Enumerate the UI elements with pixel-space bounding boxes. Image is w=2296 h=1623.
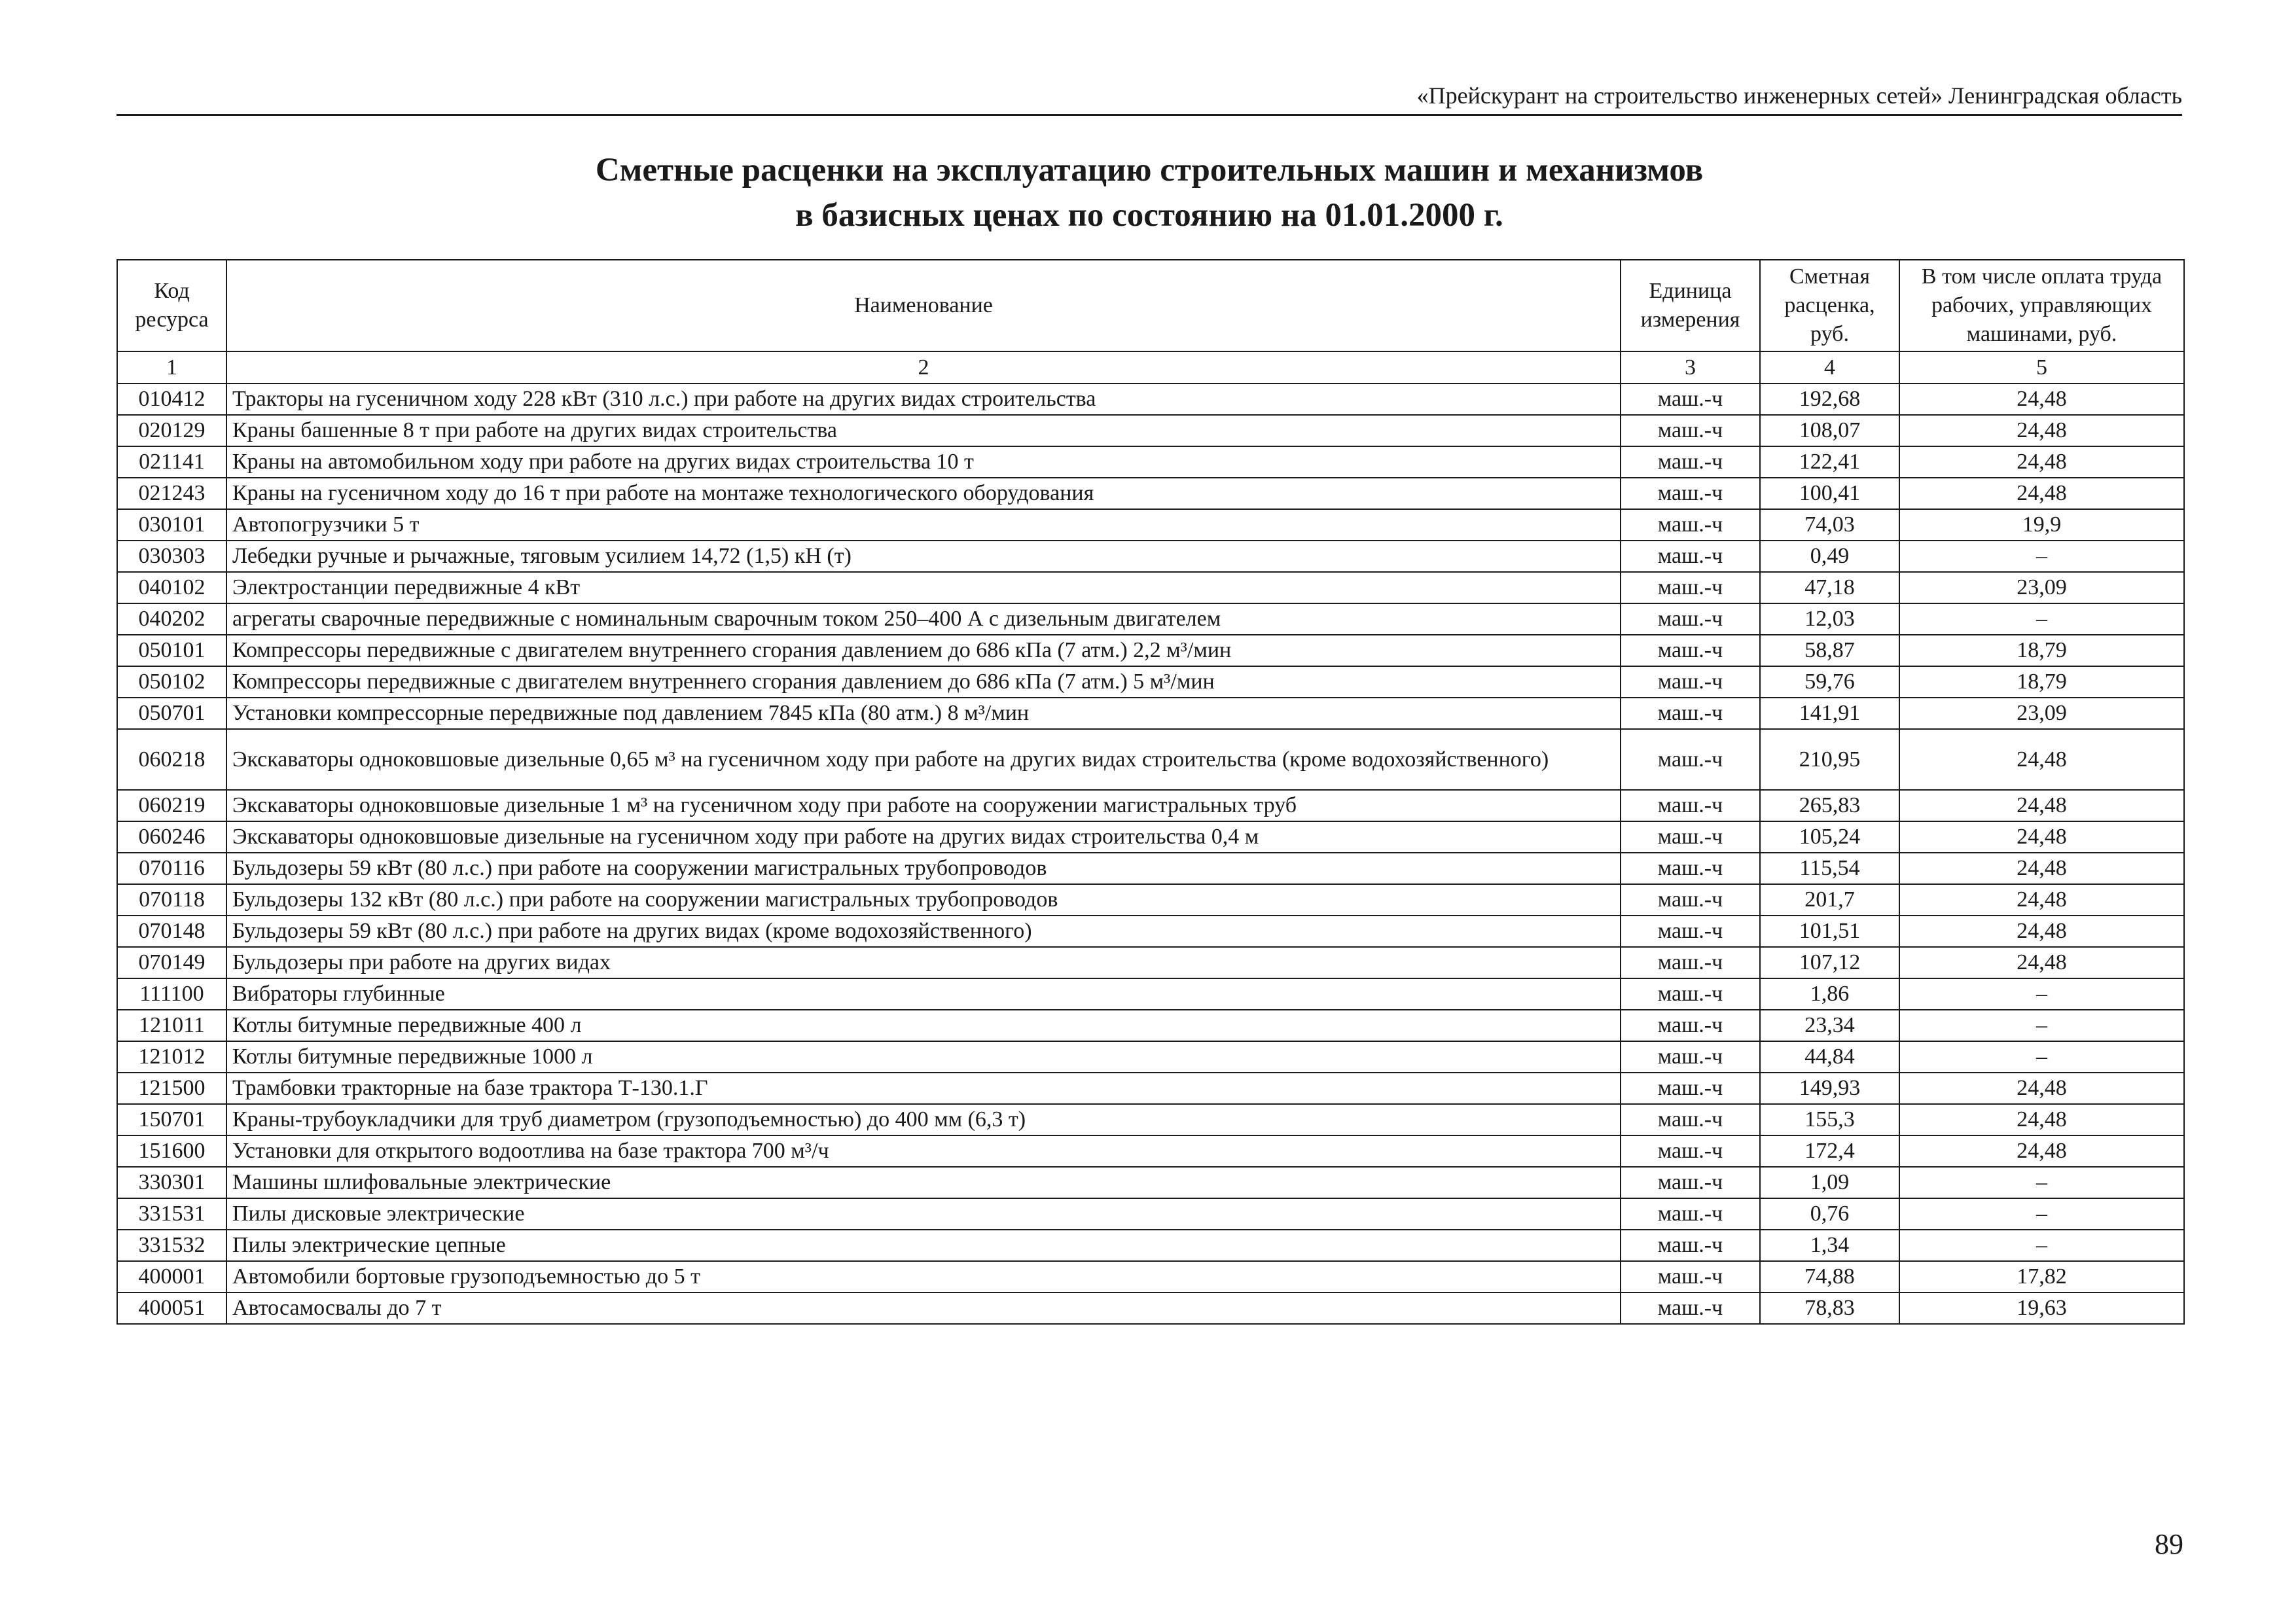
table-row	[117, 1198, 2184, 1230]
cell-rate: 149,93	[1760, 1073, 1899, 1104]
header-rule	[117, 114, 2182, 116]
cell-labor: 24,48	[1899, 947, 2184, 978]
cell-unit: маш.-ч	[1621, 884, 1760, 916]
table-row	[117, 415, 2184, 446]
cell-rate: 192,68	[1760, 383, 1899, 415]
cell-code: 150701	[117, 1104, 226, 1135]
cell-rate: 107,12	[1760, 947, 1899, 978]
table-row	[117, 790, 2184, 821]
table-row	[117, 1135, 2184, 1167]
cell-code: 330301	[117, 1167, 226, 1198]
title-line-1: Сметные расценки на эксплуатацию строительных машин и механизмов	[595, 152, 1704, 188]
cell-name: Пилы дисковые электрические	[226, 1198, 1621, 1230]
cell-name: Автопогрузчики 5 т	[226, 509, 1621, 541]
cell-unit: маш.-ч	[1621, 821, 1760, 853]
cell-code: 050102	[117, 666, 226, 698]
cell-labor: –	[1899, 1198, 2184, 1230]
cell-code: 070148	[117, 916, 226, 947]
cell-labor: 19,63	[1899, 1293, 2184, 1324]
table-row	[117, 509, 2184, 541]
cell-rate: 1,86	[1760, 978, 1899, 1010]
cell-labor: 24,48	[1899, 1135, 2184, 1167]
page-number: 89	[2155, 1528, 2183, 1560]
cell-labor: 24,48	[1899, 853, 2184, 884]
cell-unit: маш.-ч	[1621, 978, 1760, 1010]
table-row	[117, 821, 2184, 853]
cell-rate: 58,87	[1760, 635, 1899, 666]
cell-name: Машины шлифовальные электрические	[226, 1167, 1621, 1198]
cell-unit: маш.-ч	[1621, 947, 1760, 978]
table-row	[117, 916, 2184, 947]
cell-unit: маш.-ч	[1621, 1104, 1760, 1135]
cell-rate: 172,4	[1760, 1135, 1899, 1167]
cell-code: 111100	[117, 978, 226, 1010]
cell-rate: 1,09	[1760, 1167, 1899, 1198]
cell-rate: 210,95	[1760, 729, 1899, 790]
table-row	[117, 1073, 2184, 1104]
cell-unit: маш.-ч	[1621, 541, 1760, 572]
cell-code: 070118	[117, 884, 226, 916]
cell-code: 121011	[117, 1010, 226, 1041]
cell-name: Компрессоры передвижные с двигателем внутреннего сгорания давлением до 686 кПа (7 атм.) 2,2 м³/мин	[226, 635, 1621, 666]
cell-unit: маш.-ч	[1621, 572, 1760, 603]
cell-labor: –	[1899, 603, 2184, 635]
table-row	[117, 1293, 2184, 1324]
cell-rate: 155,3	[1760, 1104, 1899, 1135]
table-row	[117, 884, 2184, 916]
cell-code: 021243	[117, 478, 226, 509]
cell-labor: –	[1899, 1230, 2184, 1261]
cell-name: Бульдозеры при работе на других видах	[226, 947, 1621, 978]
cell-labor: 24,48	[1899, 478, 2184, 509]
column-number: 4	[1760, 351, 1899, 383]
cell-name: Трамбовки тракторные на базе трактора Т-130.1.Г	[226, 1073, 1621, 1104]
cell-unit: маш.-ч	[1621, 790, 1760, 821]
cell-name: Экскаваторы одноковшовые дизельные 1 м³ на гусеничном ходу при работе на сооружении магистральных труб	[226, 790, 1621, 821]
table-row	[117, 541, 2184, 572]
table-row	[117, 603, 2184, 635]
table-row	[117, 666, 2184, 698]
cell-unit: маш.-ч	[1621, 1010, 1760, 1041]
table-row	[117, 1167, 2184, 1198]
cell-code: 400051	[117, 1293, 226, 1324]
cell-code: 050101	[117, 635, 226, 666]
cell-code: 060219	[117, 790, 226, 821]
table-row	[117, 1010, 2184, 1041]
cell-rate: 141,91	[1760, 698, 1899, 729]
cell-code: 030101	[117, 509, 226, 541]
cell-labor: 23,09	[1899, 698, 2184, 729]
cell-code: 331532	[117, 1230, 226, 1261]
cell-rate: 78,83	[1760, 1293, 1899, 1324]
cell-unit: маш.-ч	[1621, 1073, 1760, 1104]
cell-labor: 24,48	[1899, 383, 2184, 415]
cell-rate: 44,84	[1760, 1041, 1899, 1073]
cell-code: 151600	[117, 1135, 226, 1167]
cell-labor: 24,48	[1899, 1104, 2184, 1135]
column-number: 2	[226, 351, 1621, 383]
cell-labor: –	[1899, 1010, 2184, 1041]
cell-rate: 115,54	[1760, 853, 1899, 884]
cell-unit: маш.-ч	[1621, 698, 1760, 729]
cell-labor: 24,48	[1899, 415, 2184, 446]
cell-name: Установки для открытого водоотлива на базе трактора 700 м³/ч	[226, 1135, 1621, 1167]
cell-labor: 23,09	[1899, 572, 2184, 603]
cell-unit: маш.-ч	[1621, 1167, 1760, 1198]
cell-labor: 19,9	[1899, 509, 2184, 541]
table-row	[117, 478, 2184, 509]
table-row	[117, 729, 2184, 790]
cell-rate: 265,83	[1760, 790, 1899, 821]
cell-name: Пилы электрические цепные	[226, 1230, 1621, 1261]
cell-code: 020129	[117, 415, 226, 446]
cell-unit: маш.-ч	[1621, 1261, 1760, 1293]
cell-unit: маш.-ч	[1621, 729, 1760, 790]
cell-labor: –	[1899, 1041, 2184, 1073]
column-number-row	[117, 351, 2184, 383]
cell-unit: маш.-ч	[1621, 603, 1760, 635]
cell-rate: 108,07	[1760, 415, 1899, 446]
cell-name: Краны-трубоукладчики для труб диаметром (грузоподъемностью) до 400 мм (6,3 т)	[226, 1104, 1621, 1135]
cell-rate: 105,24	[1760, 821, 1899, 853]
running-header: «Прейскурант на строительство инженерных сетей» Ленинградская область	[1416, 82, 2182, 109]
cell-code: 400001	[117, 1261, 226, 1293]
cell-code: 070116	[117, 853, 226, 884]
cell-name: Вибраторы глубинные	[226, 978, 1621, 1010]
cell-code: 030303	[117, 541, 226, 572]
cell-rate: 0,49	[1760, 541, 1899, 572]
document-title	[117, 148, 2182, 238]
cell-rate: 59,76	[1760, 666, 1899, 698]
cell-unit: маш.-ч	[1621, 1135, 1760, 1167]
cell-name: Краны на гусеничном ходу до 16 т при работе на монтаже технологического оборудования	[226, 478, 1621, 509]
header-name: Наименование	[226, 260, 1621, 351]
table-body	[117, 383, 2184, 1324]
cell-labor: 24,48	[1899, 916, 2184, 947]
table-row	[117, 446, 2184, 478]
cell-unit: маш.-ч	[1621, 635, 1760, 666]
cell-labor: 17,82	[1899, 1261, 2184, 1293]
cell-labor: –	[1899, 978, 2184, 1010]
table-row	[117, 698, 2184, 729]
cell-labor: 24,48	[1899, 821, 2184, 853]
column-number: 5	[1899, 351, 2184, 383]
cell-unit: маш.-ч	[1621, 415, 1760, 446]
cell-code: 060218	[117, 729, 226, 790]
cell-code: 060246	[117, 821, 226, 853]
cell-code: 010412	[117, 383, 226, 415]
cell-labor: 24,48	[1899, 729, 2184, 790]
cell-name: Котлы битумные передвижные 400 л	[226, 1010, 1621, 1041]
cell-code: 040202	[117, 603, 226, 635]
cell-name: Автосамосвалы до 7 т	[226, 1293, 1621, 1324]
cell-rate: 47,18	[1760, 572, 1899, 603]
column-number: 1	[117, 351, 226, 383]
table-row	[117, 947, 2184, 978]
cell-unit: маш.-ч	[1621, 1041, 1760, 1073]
cell-labor: 24,48	[1899, 1073, 2184, 1104]
cell-name: Краны башенные 8 т при работе на других видах строительства	[226, 415, 1621, 446]
table-row	[117, 1104, 2184, 1135]
cell-name: Компрессоры передвижные с двигателем внутреннего сгорания давлением до 686 кПа (7 атм.) 5 м³/мин	[226, 666, 1621, 698]
cell-name: Краны на автомобильном ходу при работе на других видах строительства 10 т	[226, 446, 1621, 478]
cell-unit: маш.-ч	[1621, 666, 1760, 698]
cell-unit: маш.-ч	[1621, 478, 1760, 509]
cell-code: 121012	[117, 1041, 226, 1073]
table-row	[117, 1261, 2184, 1293]
cell-labor: 24,48	[1899, 884, 2184, 916]
table-header-row	[117, 260, 2184, 351]
cell-rate: 201,7	[1760, 884, 1899, 916]
cell-labor: 24,48	[1899, 446, 2184, 478]
cell-rate: 23,34	[1760, 1010, 1899, 1041]
cell-rate: 101,51	[1760, 916, 1899, 947]
cell-unit: маш.-ч	[1621, 509, 1760, 541]
cell-name: Лебедки ручные и рычажные, тяговым усилием 14,72 (1,5) кН (т)	[226, 541, 1621, 572]
cell-rate: 122,41	[1760, 446, 1899, 478]
cell-code: 331531	[117, 1198, 226, 1230]
cell-unit: маш.-ч	[1621, 1230, 1760, 1261]
cell-code: 121500	[117, 1073, 226, 1104]
cell-name: Котлы битумные передвижные 1000 л	[226, 1041, 1621, 1073]
cell-name: Бульдозеры 132 кВт (80 л.с.) при работе на сооружении магистральных трубопроводов	[226, 884, 1621, 916]
cell-code: 021141	[117, 446, 226, 478]
cell-rate: 0,76	[1760, 1198, 1899, 1230]
cell-rate: 12,03	[1760, 603, 1899, 635]
table-row	[117, 572, 2184, 603]
cell-code: 050701	[117, 698, 226, 729]
cell-name: Экскаваторы одноковшовые дизельные 0,65 м³ на гусеничном ходу при работе на других видах строительства (кроме водохозяйственного)	[226, 729, 1621, 790]
table-row	[117, 635, 2184, 666]
header-rate: Сметная расценка, руб.	[1760, 260, 1899, 351]
cell-unit: маш.-ч	[1621, 916, 1760, 947]
cell-labor: –	[1899, 541, 2184, 572]
cell-name: Экскаваторы одноковшовые дизельные на гусеничном ходу при работе на других видах строительства 0,4 м	[226, 821, 1621, 853]
cell-rate: 100,41	[1760, 478, 1899, 509]
cell-rate: 1,34	[1760, 1230, 1899, 1261]
cell-name: Тракторы на гусеничном ходу 228 кВт (310 л.с.) при работе на других видах строительства	[226, 383, 1621, 415]
cell-name: Электростанции передвижные 4 кВт	[226, 572, 1621, 603]
cell-unit: маш.-ч	[1621, 853, 1760, 884]
cell-unit: маш.-ч	[1621, 1293, 1760, 1324]
cell-unit: маш.-ч	[1621, 383, 1760, 415]
cell-code: 040102	[117, 572, 226, 603]
cell-name: Установки компрессорные передвижные под давлением 7845 кПа (80 атм.) 8 м³/мин	[226, 698, 1621, 729]
table-row	[117, 853, 2184, 884]
cell-labor: 18,79	[1899, 635, 2184, 666]
column-number: 3	[1621, 351, 1760, 383]
table-row	[117, 1230, 2184, 1261]
cell-rate: 74,03	[1760, 509, 1899, 541]
cell-code: 070149	[117, 947, 226, 978]
header-code: Код ресурса	[117, 260, 226, 351]
cell-name: Автомобили бортовые грузоподъемностью до 5 т	[226, 1261, 1621, 1293]
cell-unit: маш.-ч	[1621, 1198, 1760, 1230]
table-row	[117, 383, 2184, 415]
title-line-2: в базисных ценах по состоянию на 01.01.2000 г.	[795, 197, 1503, 234]
cell-name: агрегаты сварочные передвижные с номинальным сварочным током 250–400 А с дизельным двигателем	[226, 603, 1621, 635]
header-labor: В том числе оплата труда рабочих, управляющих машинами, руб.	[1899, 260, 2184, 351]
cell-labor: 24,48	[1899, 790, 2184, 821]
table-row	[117, 978, 2184, 1010]
cell-labor: 18,79	[1899, 666, 2184, 698]
cell-labor: –	[1899, 1167, 2184, 1198]
machine-rates-table	[117, 259, 2185, 1325]
cell-unit: маш.-ч	[1621, 446, 1760, 478]
cell-name: Бульдозеры 59 кВт (80 л.с.) при работе на других видах (кроме водохозяйственного)	[226, 916, 1621, 947]
cell-name: Бульдозеры 59 кВт (80 л.с.) при работе на сооружении магистральных трубопроводов	[226, 853, 1621, 884]
cell-rate: 74,88	[1760, 1261, 1899, 1293]
table-row	[117, 1041, 2184, 1073]
header-unit: Единица измерения	[1621, 260, 1760, 351]
